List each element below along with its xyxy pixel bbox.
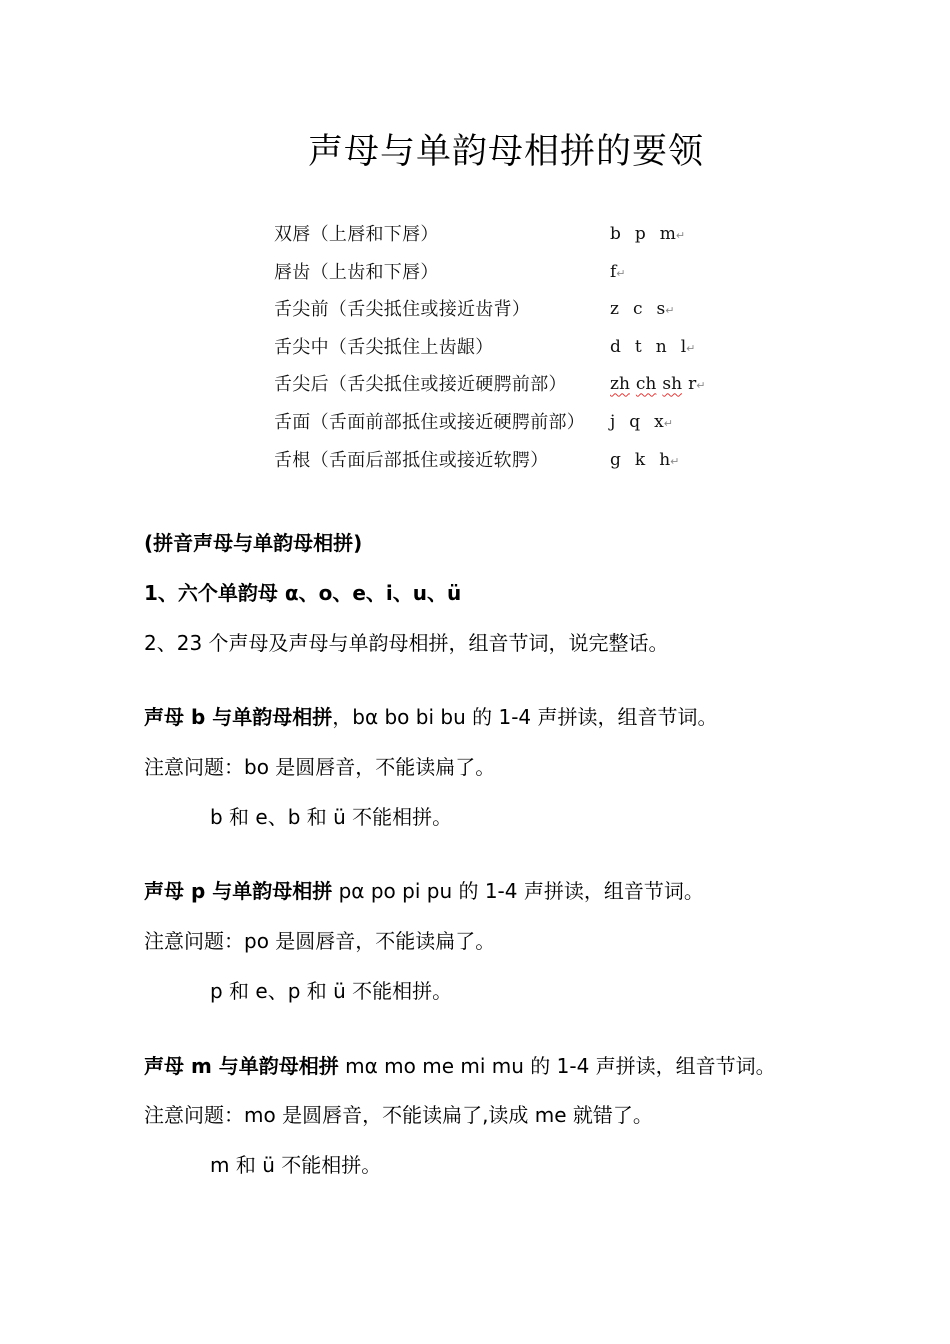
item-1-text: 1、六个单韵母 α、o、e、i、u、ü — [144, 581, 462, 605]
initial-letter: g — [610, 449, 621, 470]
initial-letter: x — [654, 411, 664, 432]
initial-letters — [610, 216, 685, 255]
initial-letter: f — [610, 261, 617, 282]
articulation-place: 舌根（舌面后部抵住或接近软腭） — [274, 449, 549, 471]
initial-letters — [610, 366, 705, 405]
articulation-place: 舌尖中（舌尖抵住上齿龈） — [274, 336, 494, 358]
initial-letter: b — [610, 224, 621, 244]
initial-letters — [610, 291, 674, 330]
p-lesson-heading: 声母 p 与单韵母相拼 — [144, 879, 333, 903]
return-mark-icon: ↵ — [696, 379, 706, 393]
m-lesson-sub: m 和 ü 不能相拼。 — [210, 1153, 382, 1177]
table-row — [274, 404, 734, 442]
articulation-place: 舌尖前（舌尖抵住或接近齿背） — [274, 299, 531, 321]
b-lesson-sub: b 和 e、b 和 ü 不能相拼。 — [210, 805, 453, 829]
initial-letter: z — [610, 299, 619, 320]
table-row — [274, 329, 734, 367]
return-mark-icon: ↵ — [686, 341, 696, 355]
table-row — [274, 442, 734, 480]
initial-letter: sh — [662, 374, 683, 395]
initials-table — [274, 216, 734, 479]
return-mark-icon: ↵ — [675, 229, 686, 242]
initial-letter: r — [688, 374, 697, 395]
m-lesson-heading: 声母 m 与单韵母相拼 — [144, 1054, 339, 1078]
section-heading-text: (拼音声母与单韵母相拼) — [144, 531, 363, 555]
m-lesson-line — [144, 1050, 776, 1079]
articulation-place: 舌面（舌面前部抵住或接近硬腭前部） — [274, 411, 586, 433]
initial-letter: m — [659, 224, 676, 244]
return-mark-icon: ↵ — [665, 304, 675, 318]
b-lesson-line — [144, 701, 718, 730]
initial-letter: k — [634, 449, 646, 470]
initial-letter: j — [610, 411, 616, 432]
initial-letter: d — [610, 336, 621, 357]
initial-letter: ch — [635, 374, 657, 395]
articulation-place: 双唇（上唇和下唇） — [274, 224, 439, 245]
p-lesson-note: 注意问题：po 是圆唇音，不能读扁了。 — [144, 929, 496, 953]
initial-letter: h — [659, 449, 671, 470]
return-mark-icon: ↵ — [663, 416, 673, 430]
initial-letter: s — [656, 299, 666, 320]
page-title: 声母与单韵母相拼的要领 — [307, 132, 704, 172]
p-lesson-sub: p 和 e、p 和 ü 不能相拼。 — [210, 979, 453, 1003]
articulation-place: 唇齿（上齿和下唇） — [274, 261, 439, 283]
section-heading — [144, 527, 362, 556]
initial-letter: p — [634, 224, 646, 244]
initial-letter: t — [634, 336, 642, 357]
b-lesson-text: ，bα bo bi bu 的 1-4 声拼读，组音节词。 — [332, 705, 718, 729]
table-row — [274, 291, 734, 329]
initial-letter: q — [629, 411, 641, 432]
item-2: 2、23 个声母及声母与单韵母相拼，组音节词，说完整话。 — [144, 631, 669, 655]
b-lesson-note: 注意问题：bo 是圆唇音，不能读扁了。 — [144, 755, 496, 779]
table-row — [274, 366, 734, 404]
return-mark-icon: ↵ — [616, 266, 626, 280]
initial-letter: c — [632, 299, 643, 320]
articulation-place: 舌尖后（舌尖抵住或接近硬腭前部） — [274, 374, 567, 396]
initial-letters — [610, 329, 695, 368]
item-1 — [144, 577, 461, 606]
return-mark-icon: ↵ — [670, 454, 680, 468]
p-lesson-text: pα po pi pu 的 1-4 声拼读，组音节词。 — [332, 879, 704, 903]
initial-letter: zh — [610, 374, 630, 395]
m-lesson-note: 注意问题：mo 是圆唇音，不能读扁了,读成 me 就错了。 — [144, 1103, 653, 1127]
initial-letters — [610, 404, 673, 443]
initial-letters — [610, 254, 626, 293]
b-lesson-heading: 声母 b 与单韵母相拼 — [144, 705, 333, 729]
initial-letter: l — [680, 336, 687, 357]
p-lesson-line — [144, 875, 704, 904]
initial-letter: n — [655, 336, 667, 357]
table-row — [274, 216, 734, 254]
table-row — [274, 254, 734, 292]
m-lesson-text: mα mo me mi mu 的 1-4 声拼读，组音节词。 — [338, 1054, 776, 1078]
initial-letters — [610, 442, 679, 481]
